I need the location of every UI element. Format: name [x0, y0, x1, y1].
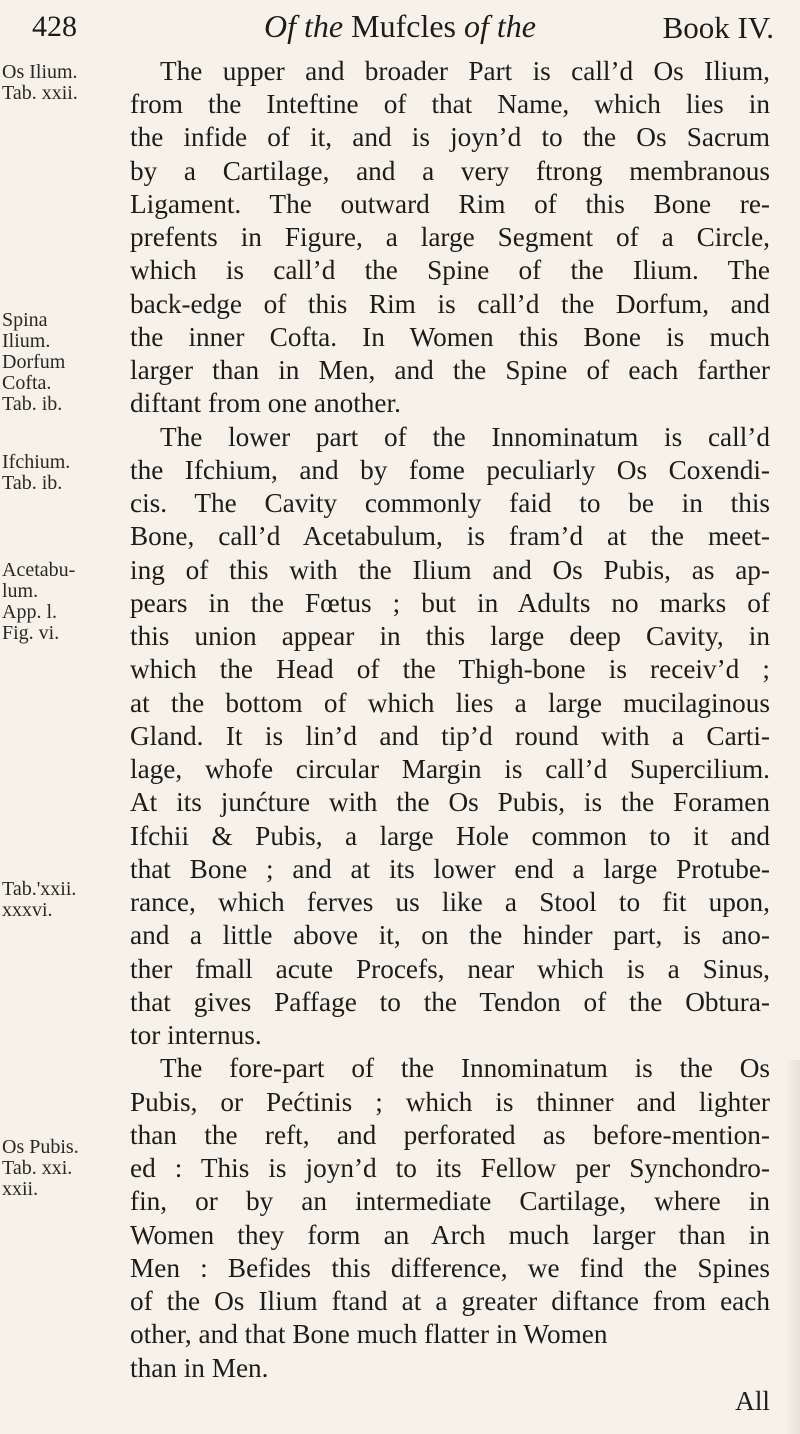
body-line: by a Cartilage, and a very ftrong membranous	[130, 155, 770, 186]
body-line: the infide of it, and is joyn’d to the Os Sacrum	[130, 122, 770, 153]
body-line: Bone, call’d Acetabulum, is fram’d at the meet-	[130, 521, 770, 552]
margin-note-line: Ilium.	[2, 330, 51, 352]
margin-note-line: Tab. xxii.	[2, 82, 78, 104]
body-line: ther fmall acute Procefs, near which is a Sinus,	[130, 953, 770, 984]
margin-note-line: App. l.	[2, 601, 57, 623]
book-label: Book IV.	[662, 10, 774, 45]
body-line: Gland. It is lin’d and tip’d round with a Carti-	[130, 720, 770, 751]
body-line: larger than in Men, and the Spine of each farther	[130, 355, 770, 386]
body-line: The upper and broader Part is call’d Os Ilium,	[160, 56, 770, 86]
margin-note-line: Tab.'xxii.	[2, 878, 77, 900]
body-line: Ifchii & Pubis, a large Hole common to it and	[130, 820, 770, 851]
body-line: back-edge of this Rim is call’d the Dorfum, and	[130, 288, 770, 319]
body-line: which the Head of the Thigh-bone is receiv’d ;	[130, 654, 770, 685]
body-line: that Bone ; and at its lower end a large Protube-	[130, 853, 770, 884]
margin-note-line: lum.	[2, 580, 39, 602]
margin-note-acetabulum	[2, 560, 102, 644]
body-line: than in Men.	[130, 1352, 269, 1383]
margin-note-line: Os Ilium.	[2, 61, 78, 83]
margin-note-os-pubis	[2, 1137, 102, 1200]
body-line: prefents in Figure, a large Segment of a Circle,	[130, 222, 770, 253]
catchword: All	[735, 1385, 770, 1416]
margin-note-spina-ilium	[2, 310, 102, 415]
body-line: fin, or by an intermediate Cartilage, where in	[130, 1186, 770, 1217]
body-line: the inner Cofta. In Women this Bone is much	[130, 321, 770, 352]
body-line: at the bottom of which lies a large mucilaginous	[130, 687, 770, 718]
body-line: cis. The Cavity commonly faid to be in this	[130, 488, 770, 519]
body-line: The fore-part of the Innominatum is the Os	[160, 1053, 770, 1084]
body-line: The lower part of the Innominatum is call’d	[160, 421, 770, 452]
margin-note-line: Tab. ib.	[2, 472, 63, 494]
page-header	[0, 8, 800, 56]
running-title-main: Mufcles	[351, 8, 456, 44]
margin-note-line: Fig. vi.	[2, 622, 60, 644]
body-line: that gives Paffage to the Tendon of the Obtura-	[130, 986, 770, 1017]
margin-note-line: Spina	[2, 309, 48, 331]
page-edge-stain	[784, 1060, 800, 1434]
margin-note-line: xxii.	[2, 1178, 39, 1200]
page-number: 428	[32, 10, 77, 43]
margin-note-tab-xxii	[2, 879, 102, 921]
body-line: Men : Befides this difference, we find the Spines	[130, 1252, 770, 1283]
body-line: of the Os Ilium ftand at a greater diftance from each	[130, 1286, 770, 1317]
margin-note-line: Tab. ib.	[2, 393, 63, 415]
margin-note-line: Cofta.	[2, 372, 52, 394]
margin-note-line: Tab. xxi.	[2, 1157, 73, 1179]
body-line: other, and that Bone much flatter in Women	[130, 1319, 608, 1350]
body-line: Women they form an Arch much larger than in	[130, 1219, 770, 1250]
body-line: this union appear in this large deep Cavity, in	[130, 621, 770, 652]
body-line: the Ifchium, and by fome peculiarly Os Coxendi-	[130, 454, 770, 485]
body-line: ing of this with the Ilium and Os Pubis, as ap-	[130, 554, 770, 585]
body-line: Ligament. The outward Rim of this Bone re-	[130, 188, 770, 219]
body-line: diftant from one another.	[130, 388, 401, 419]
running-title-suffix: of the	[455, 8, 536, 44]
body-line: which is call’d the Spine of the Ilium. The	[130, 255, 770, 286]
body-line: At its junćture with the Os Pubis, is the Foramen	[130, 787, 770, 818]
margin-note-line: Os Pubis.	[2, 1136, 79, 1158]
margin-note-line: Ifchium.	[2, 451, 71, 473]
body-line: Pubis, or Pećtinis ; which is thinner and lighter	[130, 1086, 770, 1117]
body-line: from the Inteftine of that Name, which lies in	[130, 89, 770, 120]
margin-note-ischium	[2, 452, 102, 494]
margin-note-line: Dorfum	[2, 351, 66, 373]
body-line: ed : This is joyn’d to its Fellow per Synchondro-	[130, 1153, 770, 1184]
running-title-prefix: Of the	[264, 8, 352, 44]
margin-note-os-ilium	[2, 62, 102, 104]
margin-note-line: Acetabu-	[2, 559, 76, 581]
body-line: pears in the Fœtus ; but in Adults no marks of	[130, 587, 770, 618]
body-line: and a little above it, on the hinder part, is ano-	[130, 920, 770, 951]
body-line: rance, which ferves us like a Stool to fit upon,	[130, 887, 770, 918]
body-line: lage, whofe circular Margin is call’d Supercilium.	[130, 754, 770, 785]
margin-note-line: xxxvi.	[2, 899, 53, 921]
body-line: tor internus.	[130, 1020, 262, 1051]
body-line: than the reft, and perforated as before-mention-	[130, 1119, 770, 1150]
